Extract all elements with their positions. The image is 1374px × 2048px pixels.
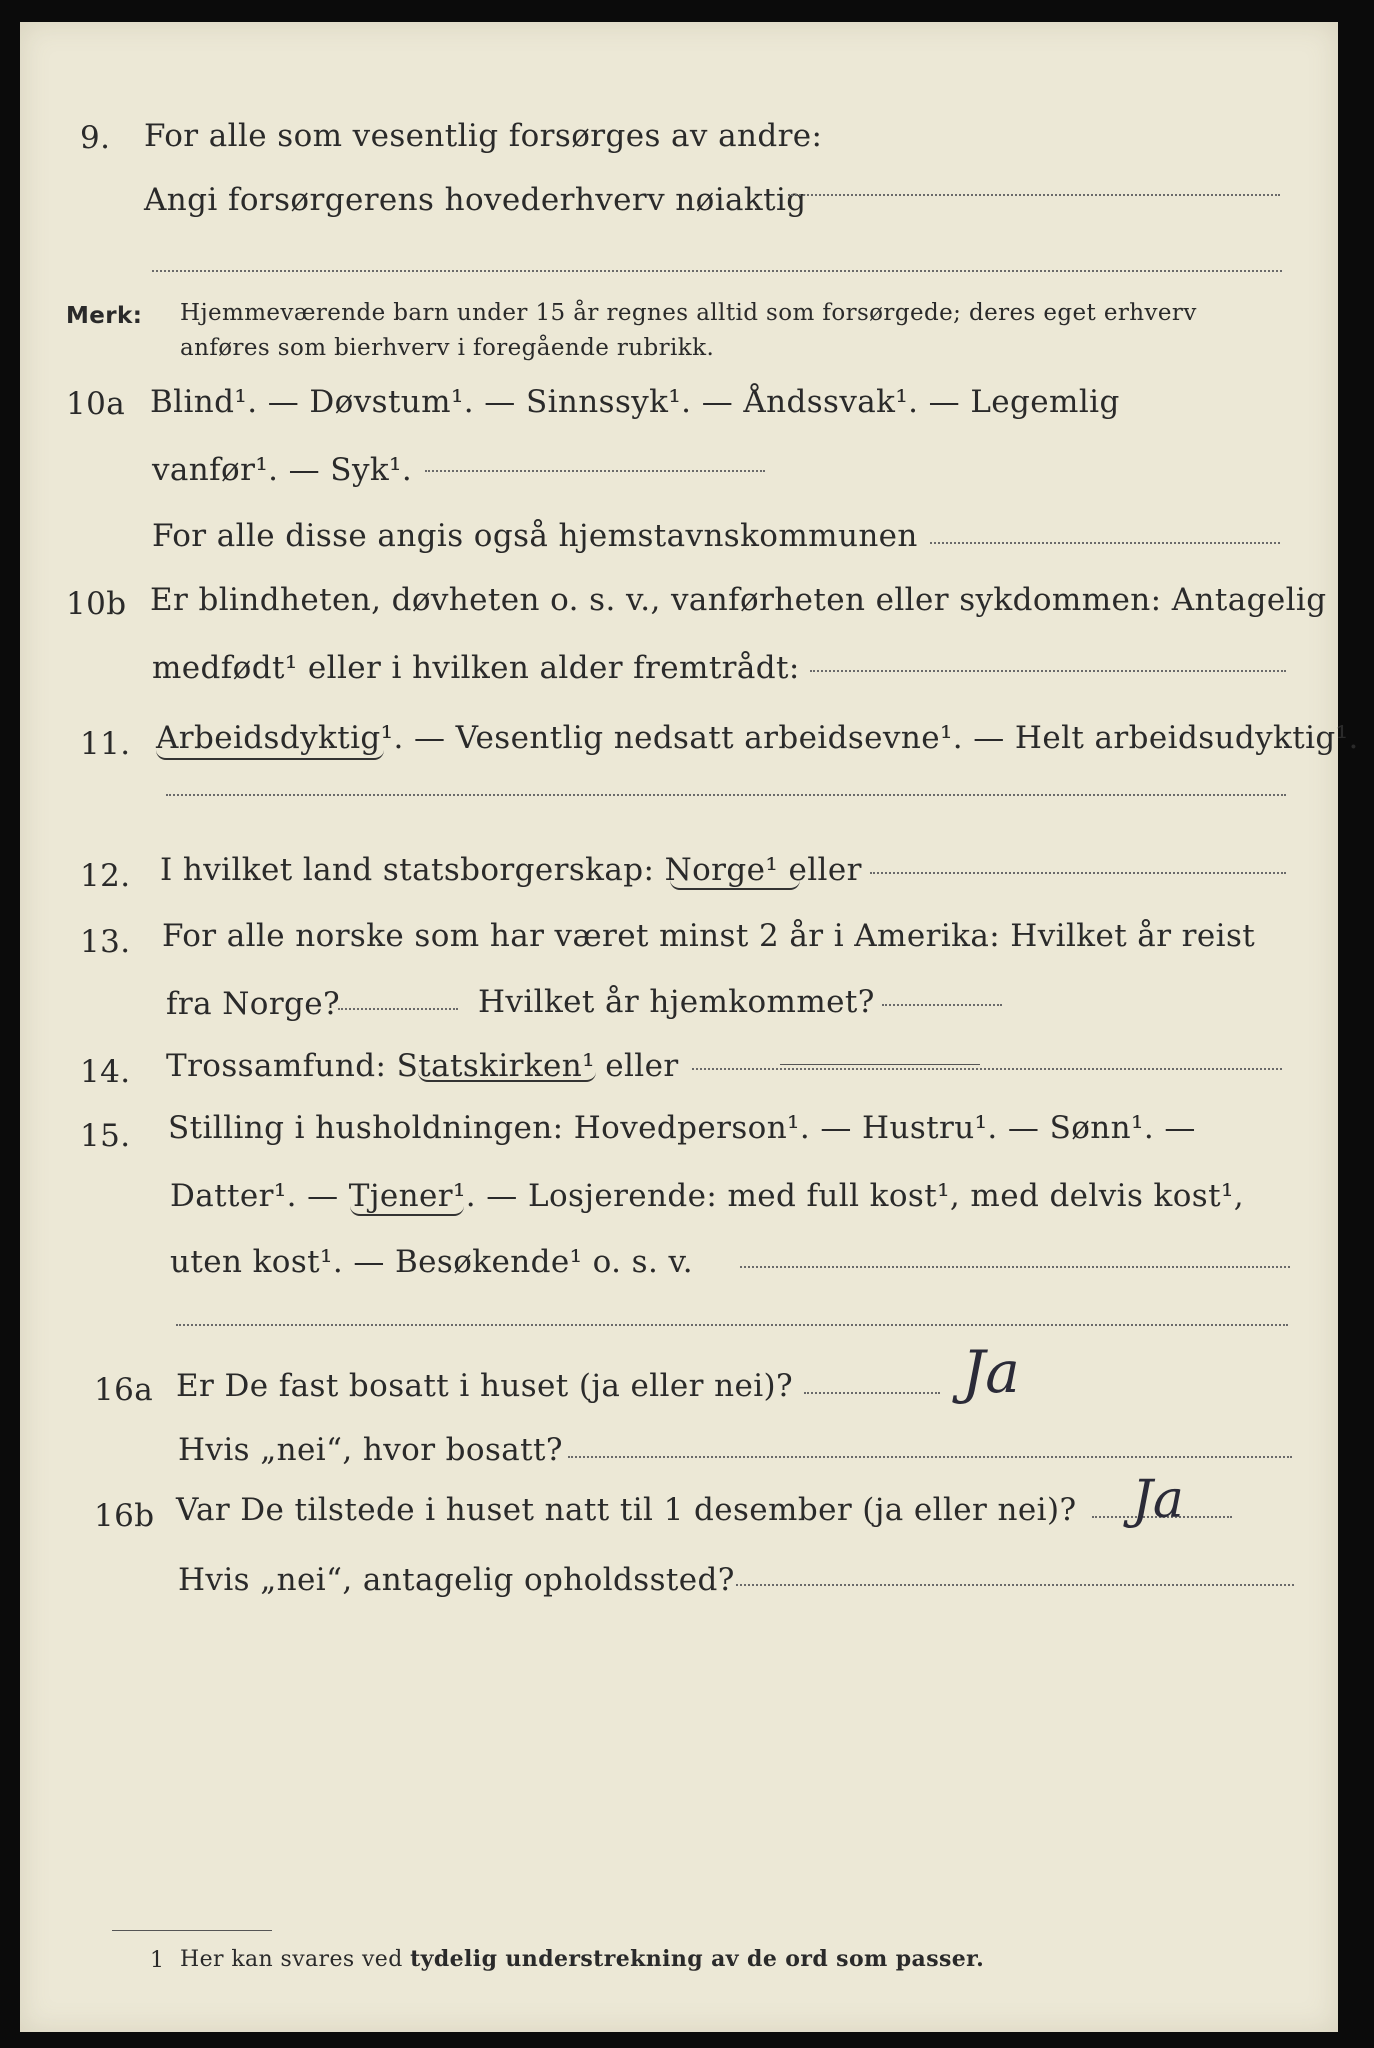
q14-question: Trossamfund: Statskirken¹ eller xyxy=(166,1048,679,1084)
footnote-text xyxy=(180,1944,984,1975)
q16b-followup-line[interactable] xyxy=(736,1584,1294,1586)
q13-returned-line[interactable] xyxy=(882,1004,1002,1006)
q16a-question: Er De fast bosatt i huset (ja eller nei)? xyxy=(176,1368,794,1404)
q16a-answer-line[interactable] xyxy=(804,1392,940,1394)
q15-options-3: uten kost¹. — Besøkende¹ o. s. v. xyxy=(170,1244,693,1280)
q12-handwritten-underline xyxy=(670,880,800,890)
q14-answer-line[interactable] xyxy=(692,1068,1282,1070)
q15-answer-line-2[interactable] xyxy=(176,1324,1288,1326)
footnote-text-plain: Her kan svares ved xyxy=(180,1947,403,1972)
q10a-options-2: vanfør¹. — Syk¹. xyxy=(152,452,413,488)
q14-pencil-stroke xyxy=(780,1064,980,1065)
q10a-options: Blind¹. — Døvstum¹. — Sinnssyk¹. — Åndssvak¹. — Legemlig xyxy=(150,384,1120,420)
q16a-followup-line[interactable] xyxy=(568,1456,1292,1458)
q10a-instruction: For alle disse angis også hjemstavnskommunen xyxy=(152,518,918,554)
q11-number: 11. xyxy=(80,726,131,762)
q10b-answer-line[interactable] xyxy=(810,670,1286,672)
q16b-number: 16b xyxy=(94,1498,155,1534)
footnote-mark: 1 xyxy=(150,1948,165,1973)
q12-answer-line[interactable] xyxy=(870,872,1286,874)
q9-number: 9. xyxy=(80,120,111,156)
q10b-question-2: medfødt¹ eller i hvilken alder fremtrådt: xyxy=(152,650,800,686)
q14-handwritten-underline xyxy=(418,1072,596,1082)
q11-handwritten-underline xyxy=(156,750,384,760)
q12-number: 12. xyxy=(80,858,131,894)
q13-departed-line[interactable] xyxy=(338,1008,458,1010)
census-form-page xyxy=(20,22,1359,2032)
merk-text-2: anføres som bierhverv i foregående rubrikk. xyxy=(180,335,715,361)
q16a-number: 16a xyxy=(94,1372,154,1408)
q10a-hometown-line[interactable] xyxy=(930,542,1280,544)
footnote-rule xyxy=(112,1930,272,1931)
q10a-answer-line[interactable] xyxy=(425,470,765,472)
q9-question: For alle som vesentlig forsørges av andre: xyxy=(144,118,823,154)
q16b-handwritten-answer: Ja xyxy=(1132,1470,1184,1530)
q14-number: 14. xyxy=(80,1054,131,1090)
q15-options-1: Stilling i husholdningen: Hovedperson¹. — Hustru¹. — Sønn¹. — xyxy=(168,1110,1196,1146)
merk-label: Merk: xyxy=(66,303,143,329)
q15-number: 15. xyxy=(80,1118,131,1154)
q10b-question: Er blindheten, døvheten o. s. v., vanførheten eller sykdommen: Antagelig xyxy=(150,582,1327,618)
q11-options: Arbeidsdyktig¹. — Vesentlig nedsatt arbeidsevne¹. — Helt arbeidsudyktig¹. xyxy=(156,720,1359,756)
merk-text-1: Hjemmeværende barn under 15 år regnes alltid som forsørgede; deres eget erhverv xyxy=(180,300,1197,326)
q9-instruction: Angi forsørgerens hovederhverv nøiaktig xyxy=(144,182,807,218)
q13-question: For alle norske som har været minst 2 år i Amerika: Hvilket år reist xyxy=(162,918,1256,954)
q10b-number: 10b xyxy=(66,586,127,622)
q15-options-2: Datter¹. — Tjener¹. — Losjerende: med full kost¹, med delvis kost¹, xyxy=(170,1178,1245,1214)
q9-answer-line[interactable] xyxy=(788,194,1280,196)
q15-handwritten-underline xyxy=(350,1206,464,1216)
q13-departed-label: fra Norge? xyxy=(166,986,341,1022)
q15-answer-line[interactable] xyxy=(740,1266,1290,1268)
q9-answer-line-2[interactable] xyxy=(152,270,1282,272)
footnote-text-bold: tydelig understrekning av de ord som passer. xyxy=(410,1946,985,1972)
q13-returned-label: Hvilket år hjemkommet? xyxy=(478,984,875,1020)
q11-answer-line[interactable] xyxy=(166,794,1286,796)
q16a-followup: Hvis „nei“, hvor bosatt? xyxy=(178,1432,563,1468)
q13-number: 13. xyxy=(80,924,131,960)
q16b-followup: Hvis „nei“, antagelig opholdssted? xyxy=(178,1562,735,1598)
q16b-question: Var De tilstede i huset natt til 1 desember (ja eller nei)? xyxy=(176,1492,1077,1528)
q12-question: I hvilket land statsborgerskap: Norge¹ eller xyxy=(160,852,862,888)
q16a-handwritten-answer: Ja xyxy=(962,1338,1020,1406)
q10a-number: 10a xyxy=(66,386,126,422)
